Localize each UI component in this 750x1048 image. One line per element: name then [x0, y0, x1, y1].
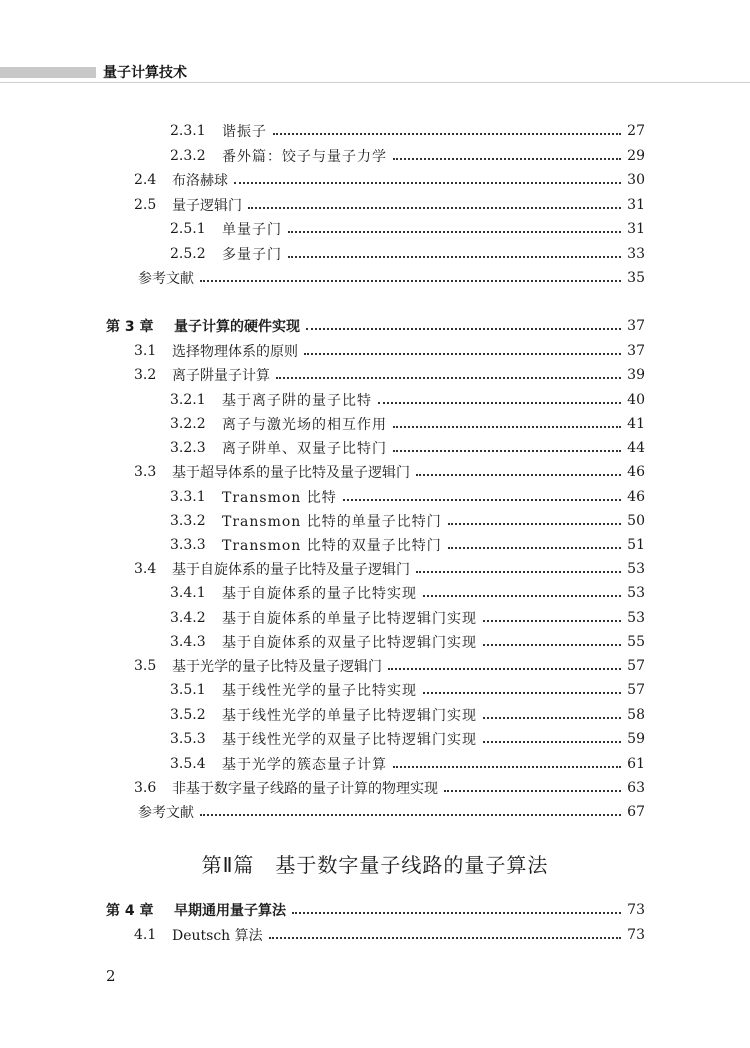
toc-entry [134, 193, 645, 217]
page-number: 2 [106, 967, 116, 985]
dot-leader [416, 571, 621, 573]
toc-entry-title: 基于线性光学的单量子比特逻辑门实现 [222, 708, 477, 724]
toc-entry-title: 选择物理体系的原则 [172, 344, 298, 360]
toc-entry-title: 基于自旋体系的量子比特及量子逻辑门 [172, 562, 410, 578]
dot-leader [423, 595, 621, 597]
toc-entry [170, 630, 645, 654]
toc-entry [134, 168, 645, 192]
toc-entry-title: 基于自旋体系的单量子比特逻辑门实现 [222, 611, 477, 627]
toc-entry-page: 63 [627, 780, 645, 796]
toc-entry-number: 2.5.2 [170, 246, 206, 262]
toc-entry-title: 谐振子 [222, 124, 267, 140]
header-rule [0, 82, 750, 83]
toc-entry-number: 第 4 章 [106, 903, 154, 919]
toc-entry-title: 离子与激光场的相互作用 [222, 417, 387, 433]
toc-entry [170, 217, 645, 241]
toc-entry [138, 266, 645, 290]
toc-entry-number: 3.3.3 [170, 537, 206, 553]
toc-entry-page: 27 [627, 123, 645, 139]
toc-entry [170, 678, 645, 702]
dot-leader [248, 207, 621, 209]
dot-leader [306, 328, 621, 330]
dot-leader [288, 231, 621, 233]
dot-leader [292, 912, 621, 914]
toc-entry-title: 基于线性光学的量子比特实现 [222, 683, 417, 699]
toc-entry-title: 量子逻辑门 [172, 198, 242, 214]
toc-entry-page: 37 [627, 343, 645, 359]
toc-entry-title: 基于自旋体系的量子比特实现 [222, 586, 417, 602]
toc-entry-title: 单量子门 [222, 222, 282, 238]
toc-entry-title: 基于线性光学的双量子比特逻辑门实现 [222, 732, 477, 748]
toc-entry-title: 基于自旋体系的双量子比特逻辑门实现 [222, 635, 477, 651]
dot-leader [288, 256, 621, 258]
toc-entry-title: 早期通用量子算法 [174, 903, 286, 919]
toc-entry [170, 727, 645, 751]
toc-entry [170, 388, 645, 412]
dot-leader [393, 426, 621, 428]
toc-entry-page: 73 [627, 927, 645, 943]
toc-entry [170, 436, 645, 460]
toc-entry [170, 119, 645, 143]
toc-entry [134, 776, 645, 800]
dot-leader [273, 133, 621, 135]
toc-entry-title: Transmon 比特的单量子比特门 [222, 514, 442, 530]
toc-entry-number: 2.5.1 [170, 221, 206, 237]
dot-leader [448, 547, 621, 549]
header-accent-bar [0, 67, 96, 78]
toc-entry-number: 3.5.2 [170, 707, 206, 723]
toc-entry-page: 44 [627, 440, 645, 456]
dot-leader [483, 717, 621, 719]
toc-entry-page: 67 [627, 804, 645, 820]
toc-entry-page: 58 [627, 707, 645, 723]
toc-entry-page: 40 [627, 392, 645, 408]
dot-leader [393, 450, 621, 452]
toc-entry-number: 3.3.2 [170, 513, 206, 529]
toc-entry-title: 参考文献 [138, 805, 194, 821]
toc-entry-number: 3.2.3 [170, 440, 206, 456]
toc-entry-title: Transmon 比特 [222, 490, 337, 506]
dot-leader [483, 741, 621, 743]
toc-entry-number: 2.3.2 [170, 148, 206, 164]
running-title: 量子计算技术 [103, 65, 187, 81]
toc-entry-number: 3.4.2 [170, 610, 206, 626]
toc-entry-number: 4.1 [134, 927, 157, 943]
toc-entry-page: 50 [627, 513, 645, 529]
toc-entry-page: 53 [627, 610, 645, 626]
toc-entry [134, 339, 645, 363]
toc-entry-title: Transmon 比特的双量子比特门 [222, 538, 442, 554]
toc-entry-title: 布洛赫球 [172, 173, 228, 189]
dot-leader [234, 182, 621, 184]
toc-entry [170, 703, 645, 727]
toc-entry-number: 2.4 [134, 172, 157, 188]
toc-entry-number: 3.4.3 [170, 634, 206, 650]
toc-entry [134, 460, 645, 484]
toc-entry-page: 39 [627, 367, 645, 383]
toc-entry-page: 53 [627, 561, 645, 577]
toc-entry-page: 37 [627, 318, 645, 334]
toc-entry-page: 29 [627, 148, 645, 164]
dot-leader [423, 692, 621, 694]
toc-entry-title: Deutsch 算法 [172, 928, 263, 944]
toc-entry-page: 41 [627, 416, 645, 432]
toc-entry-number: 3.5.4 [170, 756, 206, 772]
toc-entry [170, 412, 645, 436]
toc-entry-number: 2.3.1 [170, 123, 206, 139]
toc-entry [170, 509, 645, 533]
toc-entry [170, 606, 645, 630]
toc-entry-number: 3.1 [134, 343, 157, 359]
toc-entry-title: 基于离子阱的量子比特 [222, 393, 372, 409]
toc-entry [106, 314, 645, 338]
toc-entry-title: 多量子门 [222, 247, 282, 263]
toc-entry-page: 30 [627, 172, 645, 188]
toc-entry-page: 73 [627, 902, 645, 918]
dot-leader [483, 644, 621, 646]
toc-entry-page: 57 [627, 658, 645, 674]
dot-leader [393, 766, 621, 768]
toc-entry-page: 35 [627, 270, 645, 286]
toc-entry-number: 3.2.2 [170, 416, 206, 432]
dot-leader [200, 814, 621, 816]
dot-leader [483, 620, 621, 622]
toc-entry-number: 3.3.1 [170, 489, 206, 505]
toc-entry-page: 55 [627, 634, 645, 650]
toc-entry-number: 3.5 [134, 658, 157, 674]
toc-entry [170, 144, 645, 168]
toc-entry-page: 59 [627, 731, 645, 747]
toc-entry-page: 46 [627, 464, 645, 480]
part-title: 第Ⅱ篇 基于数字量子线路的量子算法 [201, 853, 549, 877]
dot-leader [388, 668, 621, 670]
toc-entry-page: 57 [627, 682, 645, 698]
toc-entry-title: 基于超导体系的量子比特及量子逻辑门 [172, 465, 410, 481]
toc-entry [134, 363, 645, 387]
toc-entry-page: 33 [627, 246, 645, 262]
toc-entry [134, 557, 645, 581]
dot-leader [448, 523, 621, 525]
toc-entry-page: 31 [627, 197, 645, 213]
dot-leader [276, 377, 621, 379]
toc-entry-page: 31 [627, 221, 645, 237]
toc-entry-page: 51 [627, 537, 645, 553]
dot-leader [269, 937, 621, 939]
toc-entry-title: 基于光学的量子比特及量子逻辑门 [172, 659, 382, 675]
toc-entry-title: 番外篇：饺子与量子力学 [222, 149, 387, 165]
toc-entry [170, 485, 645, 509]
toc-entry [138, 800, 645, 824]
toc-entry [134, 654, 645, 678]
toc-entry-number: 3.2 [134, 367, 157, 383]
dot-leader [343, 499, 621, 501]
toc-entry-title: 参考文献 [138, 271, 194, 287]
toc-entry-number: 3.4 [134, 561, 157, 577]
toc-entry [134, 923, 645, 947]
dot-leader [304, 353, 621, 355]
dot-leader [200, 280, 621, 282]
toc-entry-number: 3.2.1 [170, 392, 206, 408]
toc-entry-title: 量子计算的硬件实现 [174, 319, 300, 335]
toc-entry-number: 2.5 [134, 197, 157, 213]
toc-entry [106, 898, 645, 922]
toc-entry-title: 离子阱单、双量子比特门 [222, 441, 387, 457]
toc-entry [170, 242, 645, 266]
toc-entry-number: 3.5.3 [170, 731, 206, 747]
toc-entry-number: 3.5.1 [170, 682, 206, 698]
toc-entry-number: 第 3 章 [106, 319, 154, 335]
toc-entry-number: 3.3 [134, 464, 157, 480]
toc-entry-title: 基于光学的簇态量子计算 [222, 757, 387, 773]
dot-leader [416, 474, 621, 476]
dot-leader [393, 158, 621, 160]
dot-leader [444, 790, 621, 792]
toc-entry-number: 3.4.1 [170, 585, 206, 601]
toc-entry [170, 581, 645, 605]
toc-entry-title: 离子阱量子计算 [172, 368, 270, 384]
dot-leader [378, 402, 621, 404]
toc-entry-page: 61 [627, 756, 645, 772]
toc-entry [170, 752, 645, 776]
toc-entry-title: 非基于数字量子线路的量子计算的物理实现 [172, 781, 438, 797]
toc-entry-page: 46 [627, 489, 645, 505]
toc-entry-page: 53 [627, 585, 645, 601]
toc-entry-number: 3.6 [134, 780, 157, 796]
toc-entry [170, 533, 645, 557]
